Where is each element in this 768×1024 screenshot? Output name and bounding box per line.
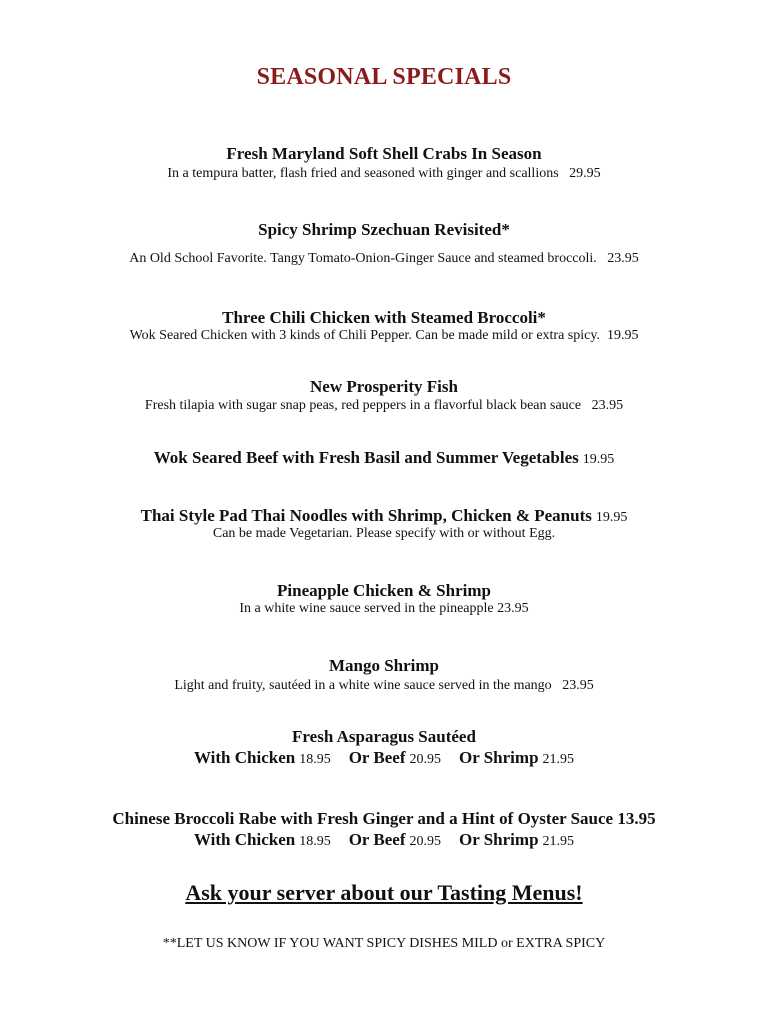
item-crabs-desc: In a tempura batter, flash fried and seasoned with ginger and scallions 29.95 bbox=[167, 166, 601, 181]
item-pineapple-desc: In a white wine sauce served in the pineapple 23.95 bbox=[239, 601, 529, 616]
item-asparagus-options bbox=[0, 748, 768, 768]
item-basil-beef bbox=[0, 448, 768, 468]
item-chili-chicken-price: 19.95 bbox=[606, 328, 639, 343]
item-shrimp-szechuan-price: 23.95 bbox=[607, 251, 639, 266]
item-mango-price: 23.95 bbox=[562, 678, 594, 693]
broccoli-rabe-option-label: Or Shrimp bbox=[459, 830, 539, 849]
item-pineapple-price: 23.95 bbox=[497, 601, 529, 616]
item-chili-chicken-desc: Wok Seared Chicken with 3 kinds of Chili Pepper. Can be made mild or extra spicy. 19.95 bbox=[129, 328, 639, 343]
item-broccoli-rabe-price: 13.95 bbox=[617, 809, 656, 828]
item-asparagus-name: Fresh Asparagus Sautéed bbox=[292, 727, 476, 746]
asparagus-option-label: Or Shrimp bbox=[459, 748, 539, 767]
item-prosperity-fish-name: New Prosperity Fish bbox=[310, 377, 458, 396]
asparagus-option-label: With Chicken bbox=[193, 748, 296, 767]
item-shrimp-szechuan-desc: An Old School Favorite. Tangy Tomato-Onion-Ginger Sauce and steamed broccoli. 23.95 bbox=[129, 251, 639, 266]
item-pad-thai bbox=[0, 506, 768, 526]
item-mango-name: Mango Shrimp bbox=[328, 656, 440, 675]
asparagus-option-price: 20.95 bbox=[409, 752, 442, 767]
broccoli-rabe-option-label: Or Beef bbox=[348, 830, 406, 849]
item-shrimp-szechuan-name: Spicy Shrimp Szechuan Revisited* bbox=[258, 220, 510, 239]
item-basil-beef-name: Wok Seared Beef with Fresh Basil and Summer Vegetables bbox=[153, 448, 579, 467]
item-broccoli-rabe-options bbox=[0, 830, 768, 850]
item-crabs-price: 29.95 bbox=[569, 166, 601, 181]
item-pad-thai-price: 19.95 bbox=[595, 510, 628, 525]
item-pineapple-name: Pineapple Chicken & Shrimp bbox=[277, 581, 491, 600]
item-mango-desc: Light and fruity, sautéed in a white wine sauce served in the mango 23.95 bbox=[174, 678, 594, 693]
asparagus-option-price: 21.95 bbox=[542, 752, 575, 767]
broccoli-rabe-option-price: 21.95 bbox=[542, 834, 575, 849]
asparagus-option-label: Or Beef bbox=[348, 748, 406, 767]
page-title: SEASONAL SPECIALS bbox=[256, 64, 512, 90]
broccoli-rabe-option-price: 18.95 bbox=[299, 834, 331, 849]
item-pad-thai-name: Thai Style Pad Thai Noodles with Shrimp, Chicken & Peanuts bbox=[140, 506, 592, 525]
item-pad-thai-desc: Can be made Vegetarian. Please specify with or without Egg. bbox=[212, 526, 556, 541]
item-crabs-name: Fresh Maryland Soft Shell Crabs In Season bbox=[226, 144, 542, 163]
spice-note: **LET US KNOW IF YOU WANT SPICY DISHES MILD or EXTRA SPICY bbox=[162, 936, 606, 951]
broccoli-rabe-option-price: 20.95 bbox=[409, 834, 442, 849]
item-prosperity-fish-desc: Fresh tilapia with sugar snap peas, red peppers in a flavorful black bean sauce 23.95 bbox=[144, 398, 624, 413]
item-broccoli-rabe-name: Chinese Broccoli Rabe with Fresh Ginger and a Hint of Oyster Sauce bbox=[112, 809, 614, 828]
tasting-menu-callout: Ask your server about our Tasting Menus! bbox=[185, 880, 583, 905]
broccoli-rabe-option-label: With Chicken bbox=[193, 830, 296, 849]
item-chili-chicken-name: Three Chili Chicken with Steamed Broccoli* bbox=[222, 308, 546, 327]
item-broccoli-rabe bbox=[0, 809, 768, 829]
item-basil-beef-price: 19.95 bbox=[582, 452, 615, 467]
item-prosperity-fish-price: 23.95 bbox=[591, 398, 624, 413]
asparagus-option-price: 18.95 bbox=[299, 752, 331, 767]
